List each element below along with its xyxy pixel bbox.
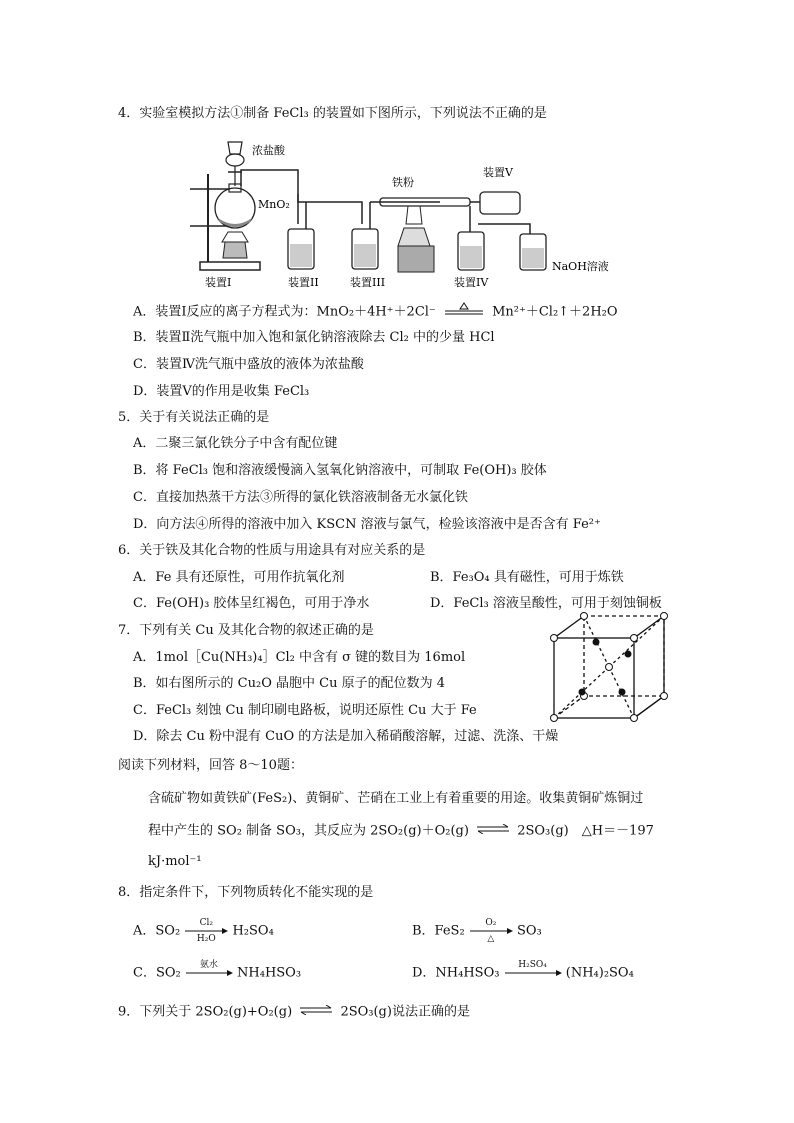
- mno2-label: MnO₂: [258, 198, 290, 211]
- reaction-arrow-icon: [184, 918, 228, 944]
- reaction-right: 2SO₃(g) △H＝－197: [517, 823, 654, 839]
- q6-option-b: B．Fe₃O₄ 具有磁性，可用于炼铁: [430, 570, 624, 585]
- q5-option-a: A．二聚三氯化铁分子中含有配位键: [133, 436, 338, 451]
- q4-stem: 4．实验室模拟方法①制备 FeCl₃ 的装置如下图所示，下列说法不正确的是: [118, 106, 547, 121]
- q4-option-b: B．装置Ⅱ洗气瓶中加入饱和氯化钠溶液除去 Cl₂ 中的少量 HCl: [133, 330, 495, 345]
- q4-option-d: D．装置Ⅴ的作用是收集 FeCl₃: [133, 384, 310, 399]
- q5-stem: 5．关于有关说法正确的是: [118, 410, 270, 425]
- device-5-label: 装置V: [483, 166, 513, 179]
- q9-stem: [118, 1003, 470, 1022]
- q8-a-condition-top: Cl₂: [199, 918, 213, 928]
- q6-stem: 6．关于铁及其化合物的性质与用途具有对应关系的是: [118, 543, 426, 558]
- reading-paragraph-line-3: kJ·mol⁻¹: [148, 854, 202, 869]
- q8-c-condition-top: 氨水: [199, 960, 218, 970]
- q5-option-b: B．将 FeCl₃ 饱和溶液缓慢滴入氢氧化钠溶液中，可制取 Fe(OH)₃ 胶体: [133, 463, 547, 478]
- q4-option-a: [133, 302, 618, 322]
- q5-option-d: D．向方法④所得的溶液中加入 KSCN 溶液与氯气，检验该溶液中是否含有 Fe²⁺: [133, 517, 601, 532]
- device-4-label: 装置IV: [454, 276, 489, 289]
- q8-a-reactant: A．SO₂: [133, 923, 181, 939]
- equilibrium-arrow-icon: [299, 1003, 333, 1021]
- q8-c-reactant: C．SO₂: [133, 965, 181, 981]
- q4-option-c: C．装置Ⅳ洗气瓶中盛放的液体为浓盐酸: [133, 357, 364, 372]
- q9-stem-left: 9．下列关于 2SO₂(g)+O₂(g): [118, 1004, 293, 1020]
- device-2-label: 装置II: [288, 276, 319, 289]
- q6-option-d: D．FeCl₃ 溶液呈酸性，可用于刻蚀铜板: [430, 596, 662, 611]
- naoh-label: NaOH溶液: [552, 260, 609, 273]
- cu2o-unit-cell-diagram: [548, 612, 678, 724]
- q8-a-condition-bottom: H₂O: [196, 934, 216, 944]
- reading-paragraph-line-1: 含硫矿物如黄铁矿(FeS₂)、黄铜矿、芒硝在工业上有着重要的用途。收集黄铜矿炼铜过: [148, 791, 644, 806]
- q4-option-a-right: Mn²⁺＋Cl₂↑＋2H₂O: [492, 304, 618, 320]
- q8-stem: 8．指定条件下，下列物质转化不能实现的是: [118, 885, 374, 900]
- q8-option-b: [412, 918, 542, 944]
- iron-powder-label: 铁粉: [392, 176, 414, 189]
- q8-b-condition-bottom: △: [487, 934, 495, 944]
- q9-stem-right: 2SO₃(g)说法正确的是: [340, 1004, 470, 1020]
- q4-option-a-left: A．装置Ⅰ反应的离子方程式为：MnO₂＋4H⁺＋2Cl⁻: [133, 304, 436, 320]
- q8-b-condition-top: O₂: [485, 918, 497, 928]
- reaction-arrow-icon: [469, 918, 513, 944]
- q8-b-reactant: B．FeS₂: [412, 923, 465, 939]
- q8-b-product: SO₃: [516, 923, 542, 939]
- equilibrium-arrow-icon: [476, 822, 510, 840]
- q7-option-d: D．除去 Cu 粉中混有 CuO 的方法是加入稀硝酸溶解，过滤、洗涤、干燥: [133, 729, 559, 744]
- q8-option-a: [133, 918, 274, 944]
- q7-option-c: C．FeCl₃ 刻蚀 Cu 制印刷电路板，说明还原性 Cu 大于 Fe: [133, 703, 477, 718]
- reaction-arrow-icon: [504, 960, 562, 986]
- fecl3-apparatus-diagram: [180, 134, 630, 294]
- q5-option-c: C．直接加热蒸干方法③所得的氯化铁溶液制备无水氯化铁: [133, 490, 468, 505]
- reading-paragraph-line-2: [148, 822, 654, 841]
- acid-label: 浓盐酸: [252, 144, 285, 157]
- q8-d-reactant: D．NH₄HSO₃: [412, 965, 500, 981]
- q8-option-d: [412, 960, 634, 986]
- reaction-left: 程中产生的 SO₂ 制备 SO₃，其反应为 2SO₂(g)＋O₂(g): [148, 823, 469, 839]
- reading-intro: 阅读下列材料，回答 8～10题：: [118, 758, 303, 773]
- q6-option-a: A．Fe 具有还原性，可用作抗氧化剂: [133, 570, 345, 585]
- q7-stem: 7．下列有关 Cu 及其化合物的叙述正确的是: [118, 623, 374, 638]
- heat-equals-sign: [443, 302, 485, 322]
- q6-option-c: C．Fe(OH)₃ 胶体呈红褐色，可用于净水: [133, 596, 370, 611]
- q7-option-a: A．1mol［Cu(NH₃)₄］Cl₂ 中含有 σ 键的数目为 16mol: [133, 650, 466, 665]
- q8-d-product: (NH₄)₂SO₄: [565, 965, 634, 981]
- q8-a-product: H₂SO₄: [232, 923, 274, 939]
- device-1-label: 装置I: [205, 276, 232, 289]
- q8-option-c: [133, 960, 301, 986]
- q8-d-condition-top: H₂SO₄: [518, 960, 547, 970]
- q8-c-product: NH₄HSO₃: [237, 965, 302, 981]
- device-3-label: 装置III: [350, 276, 386, 289]
- reaction-arrow-icon: [185, 960, 233, 986]
- q7-option-b: B．如右图所示的 Cu₂O 晶胞中 Cu 原子的配位数为 4: [133, 676, 445, 691]
